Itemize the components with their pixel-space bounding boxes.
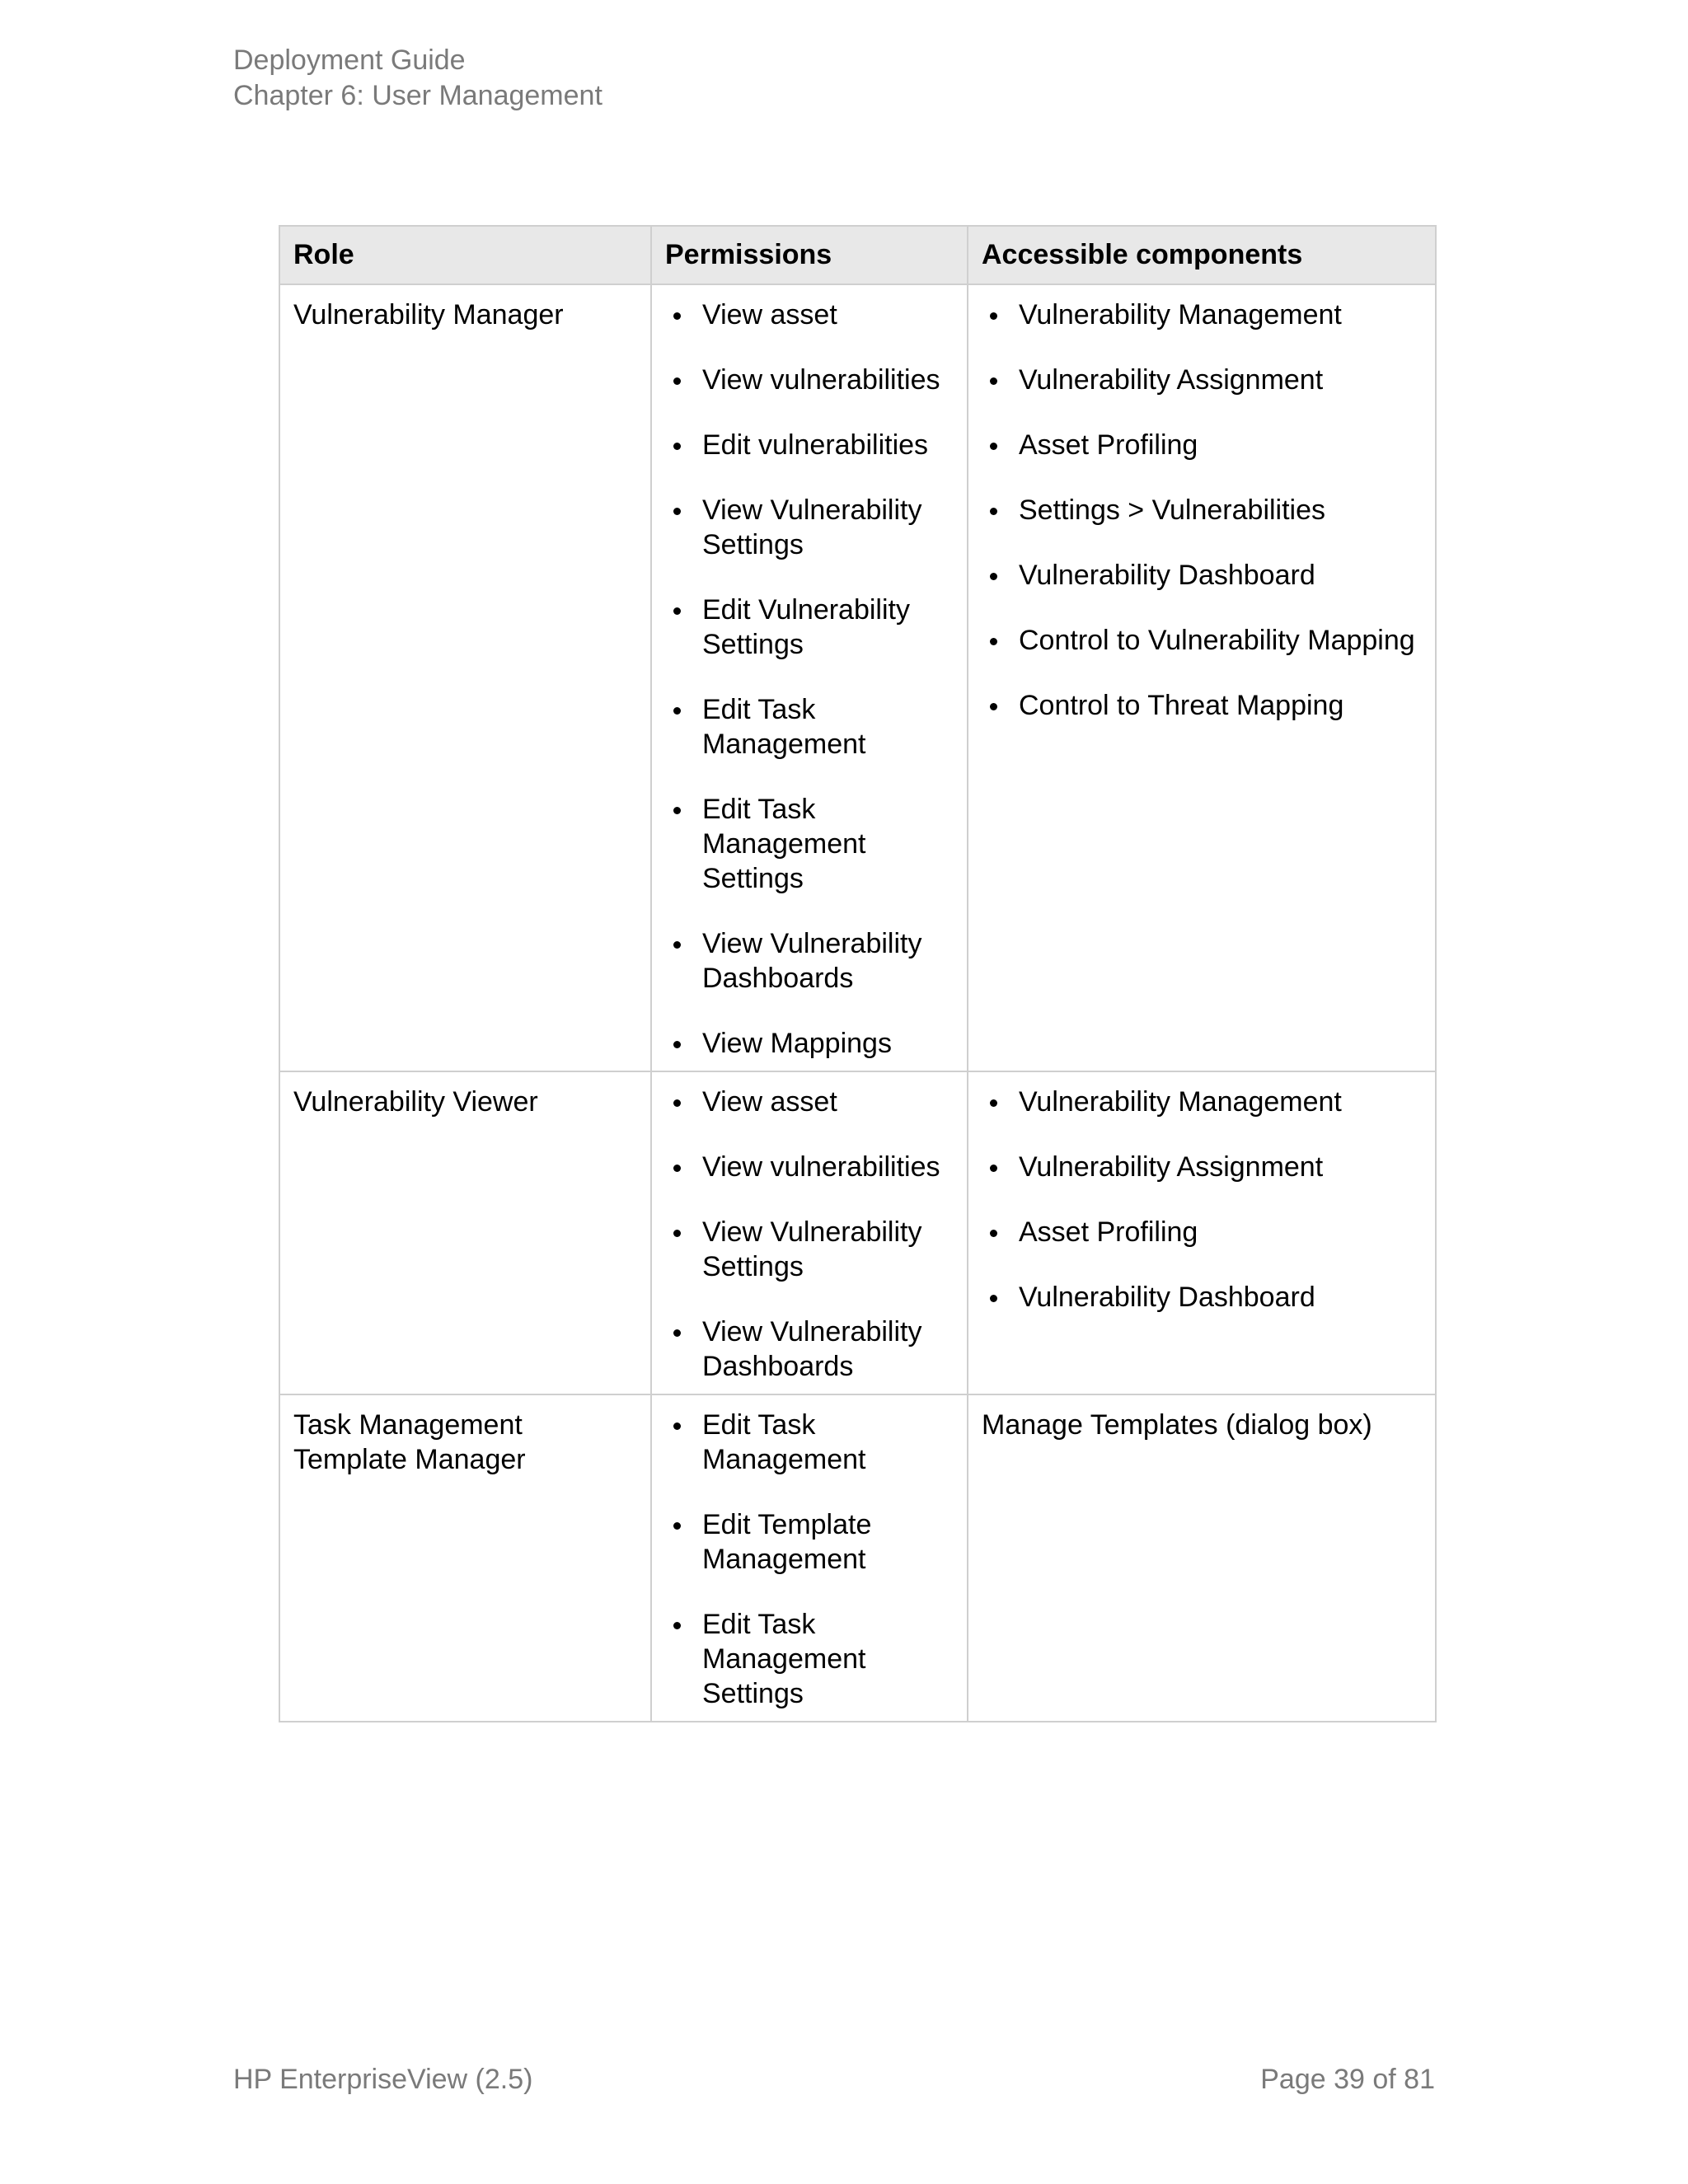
permissions-cell [651,1394,968,1722]
column-header-role: Role [279,226,651,284]
component-item: Vulnerability Dashboard [982,558,1427,593]
table-header-row [279,226,1436,284]
role-cell [279,284,651,1071]
permission-item: Edit Task Management Settings [665,792,959,896]
permission-item: Edit Task Management [665,692,959,762]
permission-item: Edit Vulnerability Settings [665,593,959,662]
permission-item: Edit Template Management [665,1507,959,1577]
component-item: Vulnerability Management [982,1085,1427,1119]
component-item: Asset Profiling [982,428,1427,462]
permission-item: View Vulnerability Settings [665,493,959,562]
components-list [968,1072,1435,1324]
components-cell [968,284,1436,1071]
role-name: Task Management Template Manager [293,1409,526,1475]
table-row [279,1071,1436,1394]
permission-item: View asset [665,1085,959,1119]
component-item: Vulnerability Dashboard [982,1280,1427,1315]
footer-product: HP EnterpriseView (2.5) [233,2064,533,2095]
column-header-accessible-components: Accessible components [968,226,1436,284]
page-header [233,43,603,114]
components-list [968,285,1435,733]
permission-item: Edit vulnerabilities [665,428,959,462]
permission-item: View Mappings [665,1026,959,1061]
role-cell [279,1071,651,1394]
permission-item: View vulnerabilities [665,1150,959,1184]
column-header-permissions: Permissions [651,226,968,284]
permission-item: View Vulnerability Settings [665,1215,959,1284]
role-cell [279,1394,651,1722]
permissions-list [652,1072,967,1394]
role-name: Vulnerability Manager [293,299,564,330]
component-item: Control to Vulnerability Mapping [982,623,1427,658]
footer-page-number: Page 39 of 81 [1260,2064,1435,2095]
permissions-list [652,1395,967,1721]
permissions-list [652,285,967,1071]
role-name: Vulnerability Viewer [293,1086,538,1118]
permission-item: View Vulnerability Dashboards [665,926,959,996]
permission-item: View asset [665,298,959,332]
components-cell [968,1394,1436,1722]
permissions-cell [651,284,968,1071]
permission-item: Edit Task Management Settings [665,1607,959,1711]
component-item: Vulnerability Assignment [982,363,1427,397]
document-title: Deployment Guide [233,45,466,76]
permission-item: View Vulnerability Dashboards [665,1315,959,1384]
chapter-title: Chapter 6: User Management [233,80,603,111]
table-row [279,284,1436,1071]
component-text: Manage Templates (dialog box) [982,1409,1372,1441]
component-item: Asset Profiling [982,1215,1427,1249]
component-item: Control to Threat Mapping [982,688,1427,723]
components-cell [968,1071,1436,1394]
permissions-cell [651,1071,968,1394]
roles-table [279,225,1437,1722]
component-item: Vulnerability Assignment [982,1150,1427,1184]
component-item: Settings > Vulnerabilities [982,493,1427,527]
component-item: Vulnerability Management [982,298,1427,332]
permission-item: Edit Task Management [665,1408,959,1477]
table-row [279,1394,1436,1722]
permission-item: View vulnerabilities [665,363,959,397]
